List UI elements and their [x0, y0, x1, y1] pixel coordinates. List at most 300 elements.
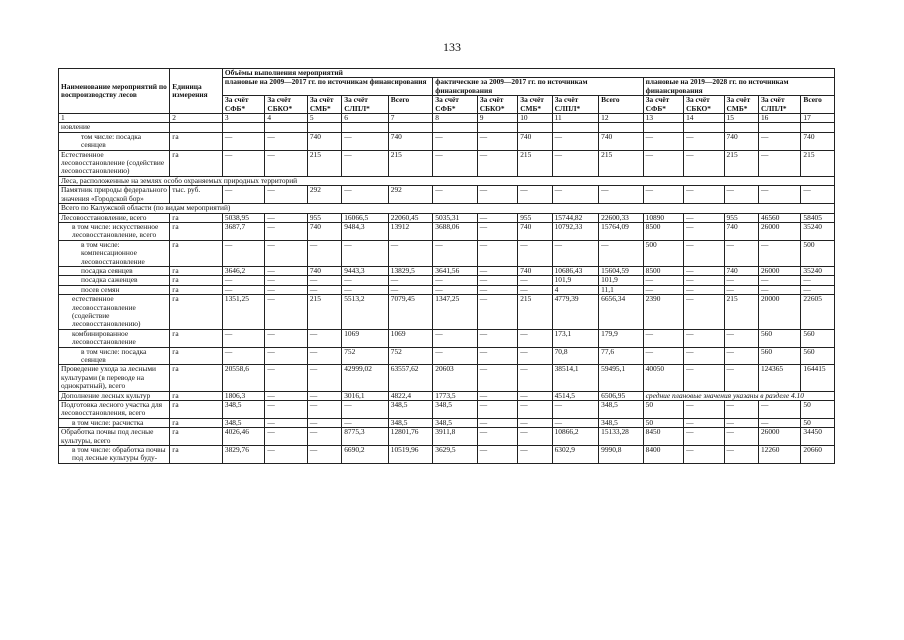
row-label: том числе: посадка сеянцев [59, 132, 170, 150]
table-cell: 4 [552, 285, 599, 294]
table-cell: 740 [724, 222, 758, 240]
table-cell: — [307, 391, 341, 400]
table-cell: 740 [518, 222, 552, 240]
table-cell [433, 123, 478, 132]
table-cell: 8500 [643, 222, 683, 240]
table-cell: га [170, 295, 223, 330]
table-cell: — [388, 285, 433, 294]
table-cell: — [307, 365, 341, 391]
table-cell: 9443,3 [342, 266, 389, 275]
table-cell: 9484,3 [342, 222, 389, 240]
table-cell: — [265, 401, 307, 419]
table-cell: — [477, 276, 517, 285]
row-label: Проведение ухода за лесными культурами (в переводе на однократный), всего [59, 365, 170, 391]
table-cell: 500 [643, 240, 683, 266]
table-cell: — [307, 428, 341, 446]
table-cell [222, 123, 264, 132]
table-cell: 13829,5 [388, 266, 433, 275]
table-cell: — [552, 186, 599, 204]
header-volumes: Объёмы выполнения мероприятий [222, 69, 834, 78]
table-cell: — [222, 347, 264, 365]
table-cell: 173,1 [552, 329, 599, 347]
table-cell: 6656,34 [599, 295, 644, 330]
table-cell: 10686,43 [552, 266, 599, 275]
table-cell: — [599, 240, 644, 266]
table-cell: 740 [388, 132, 433, 150]
column-number-cell: 11 [552, 114, 599, 123]
column-number-cell: 13 [643, 114, 683, 123]
column-number-cell: 2 [170, 114, 223, 123]
table-cell [801, 123, 835, 132]
table-cell: 8500 [643, 266, 683, 275]
row-label: новление [59, 123, 170, 132]
table-cell [724, 123, 758, 132]
table-cell: — [433, 132, 478, 150]
table-cell: 215 [801, 150, 835, 176]
table-cell: — [222, 276, 264, 285]
table-cell: 12801,76 [388, 428, 433, 446]
table-cell: — [684, 329, 724, 347]
table-cell: — [724, 418, 758, 427]
table-cell: 8400 [643, 446, 683, 464]
table-cell: 348,5 [388, 401, 433, 419]
section-title: Всего по Калужской области (по видам мероприятий) [59, 204, 835, 213]
table-cell: 1347,25 [433, 295, 478, 330]
sub-header-cell: За счёт СФБ* [643, 96, 683, 114]
table-cell: 752 [342, 347, 389, 365]
table-cell: 215 [307, 295, 341, 330]
table-cell: — [684, 213, 724, 222]
table-cell: — [518, 391, 552, 400]
table-cell: 6506,95 [599, 391, 644, 400]
table-cell: 26000 [758, 266, 800, 275]
table-cell: 740 [801, 132, 835, 150]
table-body [59, 123, 835, 463]
table-cell: 26000 [758, 428, 800, 446]
table-cell: 5513,2 [342, 295, 389, 330]
row-label: в том числе: искусственное лесовосстановление, всего [59, 222, 170, 240]
sub-header-cell: За счёт СМБ* [518, 96, 552, 114]
table-cell: — [724, 401, 758, 419]
table-row [59, 123, 835, 132]
table-cell: 58405 [801, 213, 835, 222]
table-cell: 11,1 [599, 285, 644, 294]
table-cell: — [684, 347, 724, 365]
table-cell: 348,5 [388, 418, 433, 427]
table-cell: 15604,59 [599, 266, 644, 275]
table-cell: — [724, 240, 758, 266]
table-cell: — [724, 365, 758, 391]
section-row [59, 204, 835, 213]
row-label: посадка саженцев [59, 276, 170, 285]
sub-header-cell: Всего [388, 96, 433, 114]
table-cell: 740 [307, 222, 341, 240]
row-label: в том числе: посадка сеянцев [59, 347, 170, 365]
table-cell: 5038,95 [222, 213, 264, 222]
table-cell: — [518, 240, 552, 266]
column-number-cell: 5 [307, 114, 341, 123]
table-row [59, 186, 835, 204]
table-cell: 59495,1 [599, 365, 644, 391]
table-cell: — [801, 285, 835, 294]
column-number-cell: 4 [265, 114, 307, 123]
table-cell: — [684, 186, 724, 204]
table-cell: — [342, 132, 389, 150]
table-cell: га [170, 150, 223, 176]
table-cell [307, 123, 341, 132]
table-cell: — [518, 401, 552, 419]
table-cell: — [599, 186, 644, 204]
table-cell: — [758, 276, 800, 285]
table-cell: — [477, 222, 517, 240]
table-cell: 215 [307, 150, 341, 176]
table-cell: — [342, 401, 389, 419]
table-cell: 560 [758, 329, 800, 347]
table-cell: — [643, 186, 683, 204]
table-cell: — [518, 329, 552, 347]
table-cell: — [342, 276, 389, 285]
table-cell: — [684, 150, 724, 176]
table-cell: — [433, 240, 478, 266]
table-cell: га [170, 391, 223, 400]
table-cell: — [758, 401, 800, 419]
table-cell: 12260 [758, 446, 800, 464]
header-unit: Единица измерения [170, 69, 223, 114]
sub-header-cell: Всего [599, 96, 644, 114]
row-label: посадка сеянцев [59, 266, 170, 275]
table-cell: — [477, 347, 517, 365]
table-cell: 20660 [801, 446, 835, 464]
table-row [59, 150, 835, 176]
table-cell: 3016,1 [342, 391, 389, 400]
table-cell: 5035,31 [433, 213, 478, 222]
table-cell [684, 123, 724, 132]
table-cell: га [170, 276, 223, 285]
table-cell: 164415 [801, 365, 835, 391]
table-cell: — [222, 240, 264, 266]
table-row [59, 132, 835, 150]
table-cell: га [170, 428, 223, 446]
table-cell: 16066,5 [342, 213, 389, 222]
header-name: Наименование мероприятий по воспроизводству лесов [59, 69, 170, 114]
table-cell: 560 [801, 329, 835, 347]
table-cell: — [265, 132, 307, 150]
table-cell: 42999,02 [342, 365, 389, 391]
table-cell: — [801, 186, 835, 204]
table-row [59, 418, 835, 427]
table-cell: — [265, 150, 307, 176]
table-cell: — [265, 446, 307, 464]
table-cell: — [518, 446, 552, 464]
table-cell: га [170, 401, 223, 419]
table-cell: — [684, 132, 724, 150]
table-row [59, 428, 835, 446]
table-cell: — [388, 240, 433, 266]
table-row [59, 213, 835, 222]
table-cell: 38514,1 [552, 365, 599, 391]
table-cell: — [643, 285, 683, 294]
table-cell: — [265, 295, 307, 330]
table-cell: — [518, 186, 552, 204]
table-cell: — [684, 446, 724, 464]
table-cell: 348,5 [433, 418, 478, 427]
column-number-cell: 6 [342, 114, 389, 123]
table-cell: — [724, 285, 758, 294]
table-row [59, 240, 835, 266]
table-cell: 15764,09 [599, 222, 644, 240]
table-cell: 179,9 [599, 329, 644, 347]
table-cell: 50 [643, 418, 683, 427]
table-cell: 13912 [388, 222, 433, 240]
table-cell: — [477, 285, 517, 294]
table-cell: 20603 [433, 365, 478, 391]
table-cell: 10866,2 [552, 428, 599, 446]
table-cell: — [477, 428, 517, 446]
row-label: в том числе: расчистка [59, 418, 170, 427]
table-cell: 101,9 [552, 276, 599, 285]
table-cell [265, 123, 307, 132]
table-cell: — [643, 347, 683, 365]
table-row [59, 276, 835, 285]
table-cell: га [170, 365, 223, 391]
table-cell: — [222, 150, 264, 176]
table-cell: — [222, 329, 264, 347]
table-cell: — [758, 418, 800, 427]
table-cell: 3688,06 [433, 222, 478, 240]
table-cell: — [518, 285, 552, 294]
table-cell: — [265, 213, 307, 222]
table-cell: — [477, 240, 517, 266]
table-cell: — [684, 285, 724, 294]
column-number-cell: 7 [388, 114, 433, 123]
table-cell: — [388, 276, 433, 285]
table-cell: 1069 [388, 329, 433, 347]
table-cell: — [552, 401, 599, 419]
table-cell: 22060,45 [388, 213, 433, 222]
table-cell: 740 [518, 132, 552, 150]
table-cell: 292 [307, 186, 341, 204]
table-cell: — [643, 132, 683, 150]
table-cell: 3829,76 [222, 446, 264, 464]
table-cell: 8450 [643, 428, 683, 446]
table-cell: — [518, 276, 552, 285]
table-cell: 740 [724, 266, 758, 275]
table-cell: 50 [801, 401, 835, 419]
table-cell: — [552, 418, 599, 427]
table-cell: га [170, 266, 223, 275]
table-cell: 215 [388, 150, 433, 176]
table-cell: 4822,4 [388, 391, 433, 400]
table-cell: 50 [643, 401, 683, 419]
table-cell: — [222, 285, 264, 294]
table-cell: — [477, 186, 517, 204]
table-cell: 955 [307, 213, 341, 222]
table-row [59, 266, 835, 275]
table-cell: — [477, 365, 517, 391]
table-cell: — [477, 418, 517, 427]
table-cell: — [433, 186, 478, 204]
row-label: естественное лесовосстановление (содействие лесовосстановлению) [59, 295, 170, 330]
table-cell: га [170, 132, 223, 150]
header-group-planned-2009: плановые на 2009—2017 гг. по источникам финансирования [222, 78, 432, 96]
table-cell: — [433, 329, 478, 347]
table-cell: 3911,8 [433, 428, 478, 446]
row-label: в том числе: обработка почвы под лесные культуры буду- [59, 446, 170, 464]
sub-header-cell: За счёт СБКО* [265, 96, 307, 114]
table-cell [552, 123, 599, 132]
sub-header-cell: За счёт СЛПЛ* [758, 96, 800, 114]
column-number-cell: 3 [222, 114, 264, 123]
table-cell [388, 123, 433, 132]
table-cell: — [342, 240, 389, 266]
table-row [59, 329, 835, 347]
table-cell [518, 123, 552, 132]
table-cell: 40050 [643, 365, 683, 391]
table-cell: 215 [518, 295, 552, 330]
forest-reproduction-table [58, 68, 835, 464]
column-number-cell: 1 [59, 114, 170, 123]
table-cell: 292 [388, 186, 433, 204]
table-cell: — [724, 347, 758, 365]
sub-header-cell: За счёт СЛПЛ* [552, 96, 599, 114]
table-cell: 9990,8 [599, 446, 644, 464]
table-cell: 348,5 [433, 401, 478, 419]
table-cell: — [724, 329, 758, 347]
table-cell: — [342, 150, 389, 176]
table-cell: 752 [388, 347, 433, 365]
table-cell: — [758, 240, 800, 266]
table-cell: 740 [724, 132, 758, 150]
table-cell: 1351,25 [222, 295, 264, 330]
table-cell: — [342, 186, 389, 204]
table-cell: — [307, 276, 341, 285]
table-cell: — [307, 446, 341, 464]
row-label: Памятник природы федерального значения «Городской бор» [59, 186, 170, 204]
table-cell: 215 [599, 150, 644, 176]
row-label: Естественное лесовосстановление (содействие лесовосстановлению) [59, 150, 170, 176]
table-cell: 63557,62 [388, 365, 433, 391]
table-cell: — [265, 347, 307, 365]
table-cell: 215 [518, 150, 552, 176]
column-number-cell: 15 [724, 114, 758, 123]
table-cell: 1806,3 [222, 391, 264, 400]
table-cell: — [477, 295, 517, 330]
row-label: Подготовка лесного участка для лесовосстановления, всего [59, 401, 170, 419]
table-cell: 3687,7 [222, 222, 264, 240]
table-cell: 348,5 [222, 401, 264, 419]
table-cell: 4514,5 [552, 391, 599, 400]
table-cell: — [477, 391, 517, 400]
sub-header-cell: За счёт СФБ* [222, 96, 264, 114]
table-row [59, 222, 835, 240]
table-cell: — [307, 401, 341, 419]
table-cell: 3629,5 [433, 446, 478, 464]
table-cell: — [758, 150, 800, 176]
table-cell: 15744,82 [552, 213, 599, 222]
table-cell: — [265, 285, 307, 294]
table-cell: — [265, 276, 307, 285]
table-cell: га [170, 446, 223, 464]
table-row [59, 391, 835, 400]
table-cell: га [170, 329, 223, 347]
table-cell: 34450 [801, 428, 835, 446]
header-group-actual-2009: фактические за 2009—2017 гг. по источникам финансирования [433, 78, 643, 96]
table-cell: га [170, 240, 223, 266]
table-cell [342, 123, 389, 132]
table-cell: — [433, 285, 478, 294]
table-cell: — [684, 428, 724, 446]
column-number-cell: 17 [801, 114, 835, 123]
table-cell: 20000 [758, 295, 800, 330]
table-cell: — [265, 329, 307, 347]
sub-header-cell: Всего [801, 96, 835, 114]
column-number-cell: 8 [433, 114, 478, 123]
table-cell: 740 [518, 266, 552, 275]
table-cell: — [724, 276, 758, 285]
table-cell: — [477, 213, 517, 222]
table-cell: — [518, 418, 552, 427]
row-label: посев семян [59, 285, 170, 294]
table-cell: — [724, 428, 758, 446]
header-group-planned-2019: плановые на 2019—2028 гг. по источникам финансирования [643, 78, 834, 96]
section-row [59, 176, 835, 185]
table-cell: 26000 [758, 222, 800, 240]
table-cell: 4026,46 [222, 428, 264, 446]
table-cell: — [724, 446, 758, 464]
table-row [59, 347, 835, 365]
column-number-cell: 10 [518, 114, 552, 123]
table-cell [170, 123, 223, 132]
table-cell: — [222, 132, 264, 150]
table-cell: — [265, 266, 307, 275]
table-cell: — [265, 365, 307, 391]
planned-note: средние плановые значения указаны в разделе 4.10 [643, 391, 834, 400]
table-cell: — [265, 391, 307, 400]
table-cell: 560 [801, 347, 835, 365]
table-cell: — [433, 150, 478, 176]
table-cell: — [684, 295, 724, 330]
table-cell: га [170, 418, 223, 427]
table-cell: 215 [724, 295, 758, 330]
table-cell: — [643, 150, 683, 176]
sub-header-cell: За счёт СМБ* [307, 96, 341, 114]
table-cell: — [724, 186, 758, 204]
table-cell: — [433, 347, 478, 365]
table-cell: 35240 [801, 266, 835, 275]
column-number-cell: 16 [758, 114, 800, 123]
row-label: Лесовосстановление, всего [59, 213, 170, 222]
table-cell: — [518, 428, 552, 446]
page-number: 133 [443, 40, 461, 54]
table-cell: 70,8 [552, 347, 599, 365]
table-row [59, 365, 835, 391]
table-cell [599, 123, 644, 132]
table-cell: га [170, 222, 223, 240]
table-cell: 215 [724, 150, 758, 176]
table-cell: — [518, 365, 552, 391]
table-cell: — [684, 240, 724, 266]
table-cell: — [433, 276, 478, 285]
table-cell: 101,9 [599, 276, 644, 285]
table-cell: 15133,28 [599, 428, 644, 446]
column-number-row [59, 114, 835, 123]
table-cell: — [684, 222, 724, 240]
table-cell: — [684, 401, 724, 419]
table-cell: — [758, 132, 800, 150]
table-row [59, 295, 835, 330]
table-cell: 3646,2 [222, 266, 264, 275]
table-cell: — [477, 401, 517, 419]
